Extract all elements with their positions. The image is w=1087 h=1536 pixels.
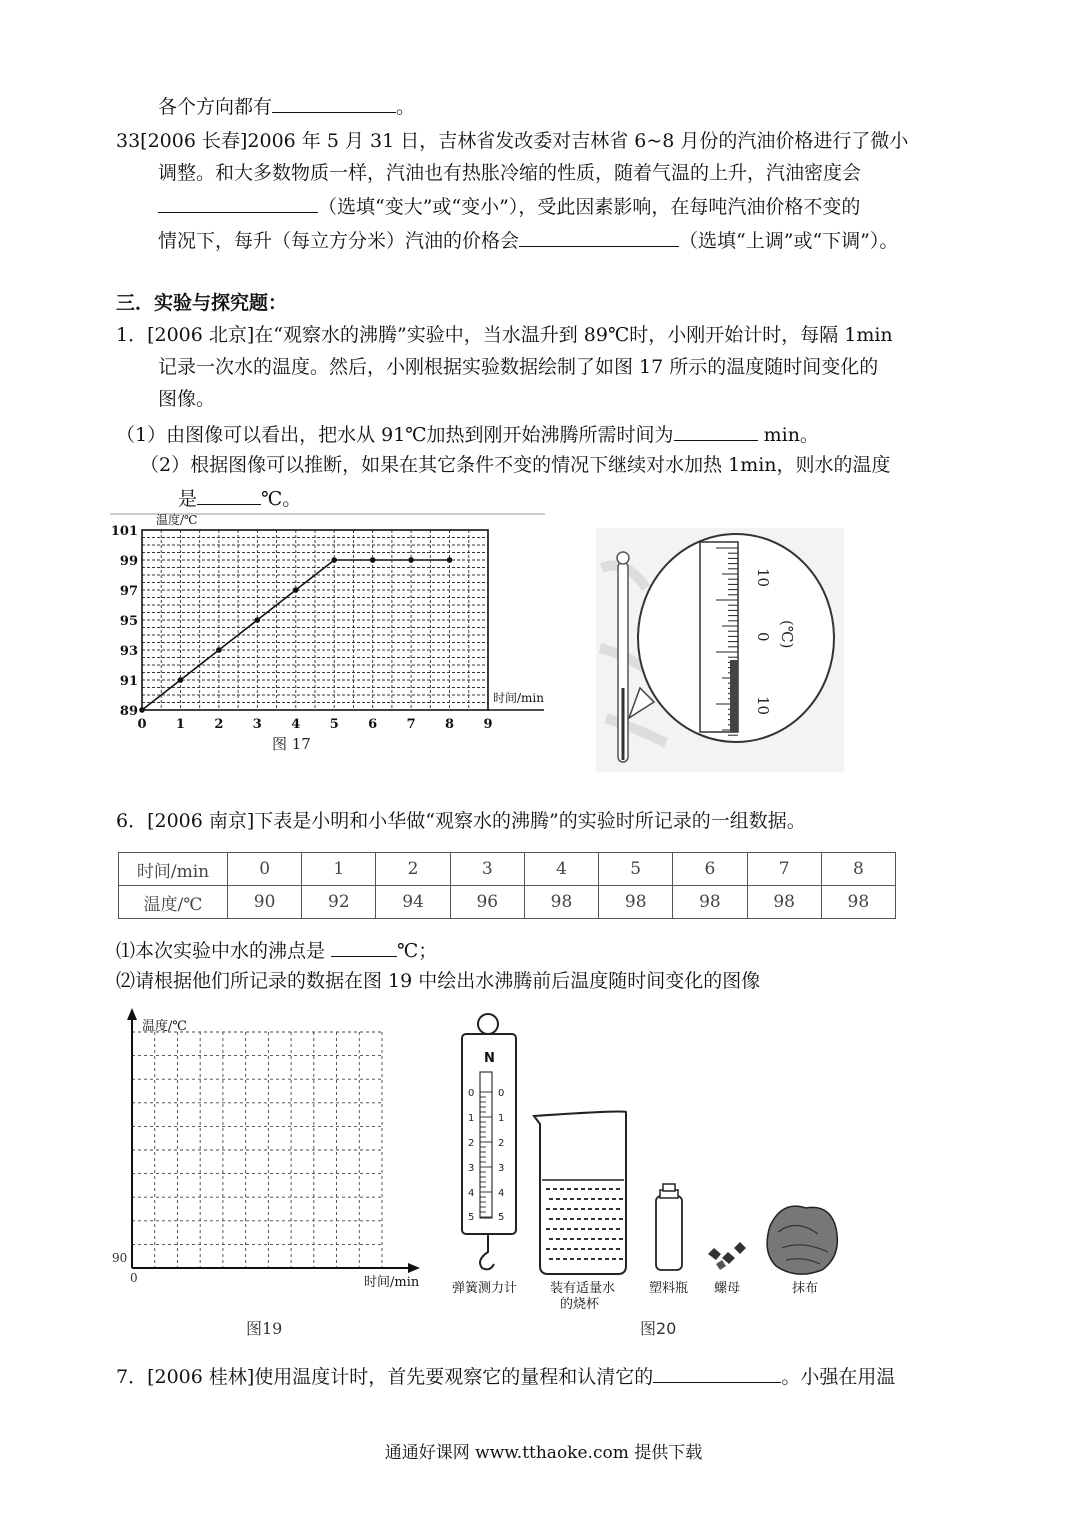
data-table <box>118 852 896 919</box>
table-cell: 0 <box>228 853 302 886</box>
y-tick-label: 95 <box>119 614 138 629</box>
table-cell: 1 <box>302 853 376 886</box>
q1-part-2-line-2 <box>178 484 301 512</box>
figure-17-chart <box>110 512 550 762</box>
scale-tick-label: 1 <box>498 1113 505 1124</box>
answer-blank[interactable] <box>197 484 261 505</box>
x-axis-label: 时间/min <box>364 1275 420 1290</box>
data-point <box>255 617 261 623</box>
q1-part-2-line-1: （2）根据图像可以推断，如果在其它条件不变的情况下继续对水加热 1min，则水的温度 <box>140 454 891 476</box>
q6-part-2: ⑵请根据他们所记录的数据在图 19 中绘出水沸腾前后温度随时间变化的图像 <box>116 970 761 992</box>
scale-tick-label: 2 <box>498 1138 505 1149</box>
bottle-icon <box>656 1184 682 1270</box>
y-axis-arrow <box>127 1008 137 1020</box>
data-point <box>447 557 453 563</box>
table-cell: 98 <box>747 886 821 919</box>
section-heading: 三．实验与探究题： <box>116 292 288 314</box>
q1-part-1 <box>116 420 819 448</box>
table-row <box>119 853 896 886</box>
scale-tick-label: 0 <box>498 1088 505 1099</box>
q33-line-3 <box>158 192 860 220</box>
scale-tick-label: 2 <box>468 1138 475 1149</box>
x-tick-label: 0 <box>137 717 147 732</box>
data-point <box>331 557 337 563</box>
thermometer-top <box>617 552 629 564</box>
q7-line <box>116 1362 895 1390</box>
scale-tick-label: 5 <box>498 1212 505 1223</box>
y-start-label: 90 <box>112 1251 128 1265</box>
scale-tick-label: 5 <box>468 1212 475 1223</box>
q33-line-4 <box>158 226 898 254</box>
x-tick-label: 4 <box>291 717 301 732</box>
liquid-column <box>730 660 738 732</box>
table-cell: 2 <box>376 853 450 886</box>
text-fragment: 各个方向都有 <box>158 96 273 118</box>
answer-blank[interactable] <box>519 226 679 247</box>
origin-label: 0 <box>130 1271 138 1285</box>
figure-19-grid <box>110 1006 430 1346</box>
text-fragment: ℃。 <box>261 488 302 510</box>
figure-caption: 图20 <box>640 1319 677 1338</box>
text-fragment: （选填“变大”或“变小”），受此因素影响，在每吨汽油价格不变的 <box>318 196 861 218</box>
scale-tick-label: 1 <box>468 1113 475 1124</box>
data-point <box>139 707 145 713</box>
q33-line-1: 33[2006 长春]2006 年 5 月 31 日，吉林省发改委对吉林省 6~8 月份的汽油价格进行了微小 <box>116 130 909 152</box>
table-cell: 94 <box>376 886 450 919</box>
text-fragment: 7．[2006 桂林]使用温度计时，首先要观察它的量程和认清它的 <box>116 1366 654 1388</box>
table-cell: 98 <box>673 886 747 919</box>
scale-mark-bottom: 10 <box>754 696 772 716</box>
table-cell: 8 <box>821 853 895 886</box>
cloth-icon <box>767 1206 837 1274</box>
text-fragment: 是 <box>178 488 198 510</box>
text-fragment: min。 <box>757 424 819 446</box>
data-point <box>178 677 184 683</box>
q1-line-3: 图像。 <box>158 388 216 410</box>
label-spring-scale: 弹簧测力计 <box>452 1281 518 1296</box>
scale-tick-label: 3 <box>498 1163 505 1174</box>
q33-line-2: 调整。和大多数物质一样，汽油也有热胀冷缩的性质，随着气温的上升，汽油密度会 <box>158 162 862 184</box>
label-beaker-line-2: 的烧杯 <box>560 1297 600 1312</box>
table-cell: 6 <box>673 853 747 886</box>
text-fragment: （1）由图像可以看出，把水从 91℃加热到刚开始沸腾所需时间为 <box>116 424 674 446</box>
chart-grid <box>142 530 488 710</box>
blank-grid <box>132 1032 382 1268</box>
q1-line-2: 记录一次水的温度。然后，小刚根据实验数据绘制了如图 17 所示的温度随时间变化的 <box>158 356 879 378</box>
data-point <box>408 557 414 563</box>
table-cell: 5 <box>599 853 673 886</box>
label-nut: 螺母 <box>714 1281 741 1296</box>
figure-caption: 图19 <box>246 1319 283 1338</box>
thermometer-figure <box>596 528 844 772</box>
x-tick-label: 9 <box>483 717 493 732</box>
x-tick-label: 7 <box>406 717 416 732</box>
x-axis-label: 时间/min <box>493 691 544 705</box>
text-fragment: （选填“上调”或“下调”）。 <box>679 230 899 252</box>
figure-caption: 图 17 <box>272 735 311 753</box>
y-tick-label: 91 <box>119 674 138 689</box>
table-header-temp: 温度/℃ <box>119 886 228 919</box>
label-cloth: 抹布 <box>792 1281 819 1296</box>
text-fragment: ℃； <box>397 940 438 962</box>
x-tick-label: 5 <box>329 717 339 732</box>
answer-blank[interactable] <box>653 1362 781 1383</box>
x-tick-label: 8 <box>445 717 455 732</box>
answer-blank[interactable] <box>674 420 758 441</box>
label-bottle: 塑料瓶 <box>649 1281 689 1296</box>
table-cell: 96 <box>450 886 524 919</box>
table-cell: 90 <box>228 886 302 919</box>
beaker-icon <box>534 1112 626 1275</box>
answer-blank[interactable] <box>272 92 396 113</box>
data-point <box>216 647 222 653</box>
table-header-time: 时间/min <box>119 853 228 886</box>
answer-blank[interactable] <box>331 936 397 957</box>
data-point <box>293 587 299 593</box>
scale-tick-label: 3 <box>468 1163 475 1174</box>
table-cell: 92 <box>302 886 376 919</box>
table-row <box>119 886 896 919</box>
text-fragment: ⑴本次实验中水的沸点是 <box>116 940 332 962</box>
scale-top-label: N <box>484 1051 495 1066</box>
table-cell: 3 <box>450 853 524 886</box>
scale-mark-top: 10 <box>754 568 772 588</box>
page-footer: 通通好课网 www.tthaoke.com 提供下载 <box>384 1443 703 1463</box>
text-fragment: 情况下，每升（每立方分米）汽油的价格会 <box>158 230 520 252</box>
x-tick-label: 3 <box>252 717 262 732</box>
table-cell: 4 <box>524 853 598 886</box>
scale-mark-middle: 0 <box>754 632 772 642</box>
scale-unit: (℃) <box>778 620 796 649</box>
x-tick-label: 2 <box>214 717 224 732</box>
figure-20-apparatus <box>446 1008 846 1344</box>
table-cell: 98 <box>599 886 673 919</box>
nut-icon <box>708 1242 746 1270</box>
q6-part-1 <box>116 936 437 964</box>
y-tick-label: 101 <box>110 524 138 539</box>
y-tick-label: 93 <box>119 644 138 659</box>
scale-tick-label: 0 <box>468 1088 475 1099</box>
scale-tick-label: 4 <box>498 1188 505 1199</box>
y-tick-label: 89 <box>119 704 138 719</box>
y-tick-label: 99 <box>119 554 138 569</box>
text-fragment: 。 <box>396 96 416 118</box>
y-axis-label: 温度/℃ <box>156 513 198 527</box>
line-1 <box>158 92 415 120</box>
table-cell: 98 <box>524 886 598 919</box>
label-beaker-line-1: 装有适量水 <box>550 1281 616 1296</box>
x-tick-label: 6 <box>368 717 378 732</box>
y-tick-label: 97 <box>119 584 138 599</box>
q1-line-1: 1．[2006 北京]在“观察水的沸腾”实验中，当水温升到 89℃时，小刚开始计时，每隔 1min <box>116 324 893 346</box>
y-axis-label: 温度/℃ <box>142 1019 187 1034</box>
chart-tick-labels <box>111 524 493 732</box>
scale-tick-label: 4 <box>468 1188 475 1199</box>
x-tick-label: 1 <box>175 717 185 732</box>
q6-line: 6．[2006 南京]下表是小明和小华做“观察水的沸腾”的实验时所记录的一组数据。 <box>116 810 806 832</box>
text-fragment: 。小强在用温 <box>781 1366 896 1388</box>
answer-blank[interactable] <box>158 192 318 213</box>
table-cell: 7 <box>747 853 821 886</box>
data-point <box>370 557 376 563</box>
x-axis-arrow <box>408 1263 420 1273</box>
table-cell: 98 <box>821 886 895 919</box>
